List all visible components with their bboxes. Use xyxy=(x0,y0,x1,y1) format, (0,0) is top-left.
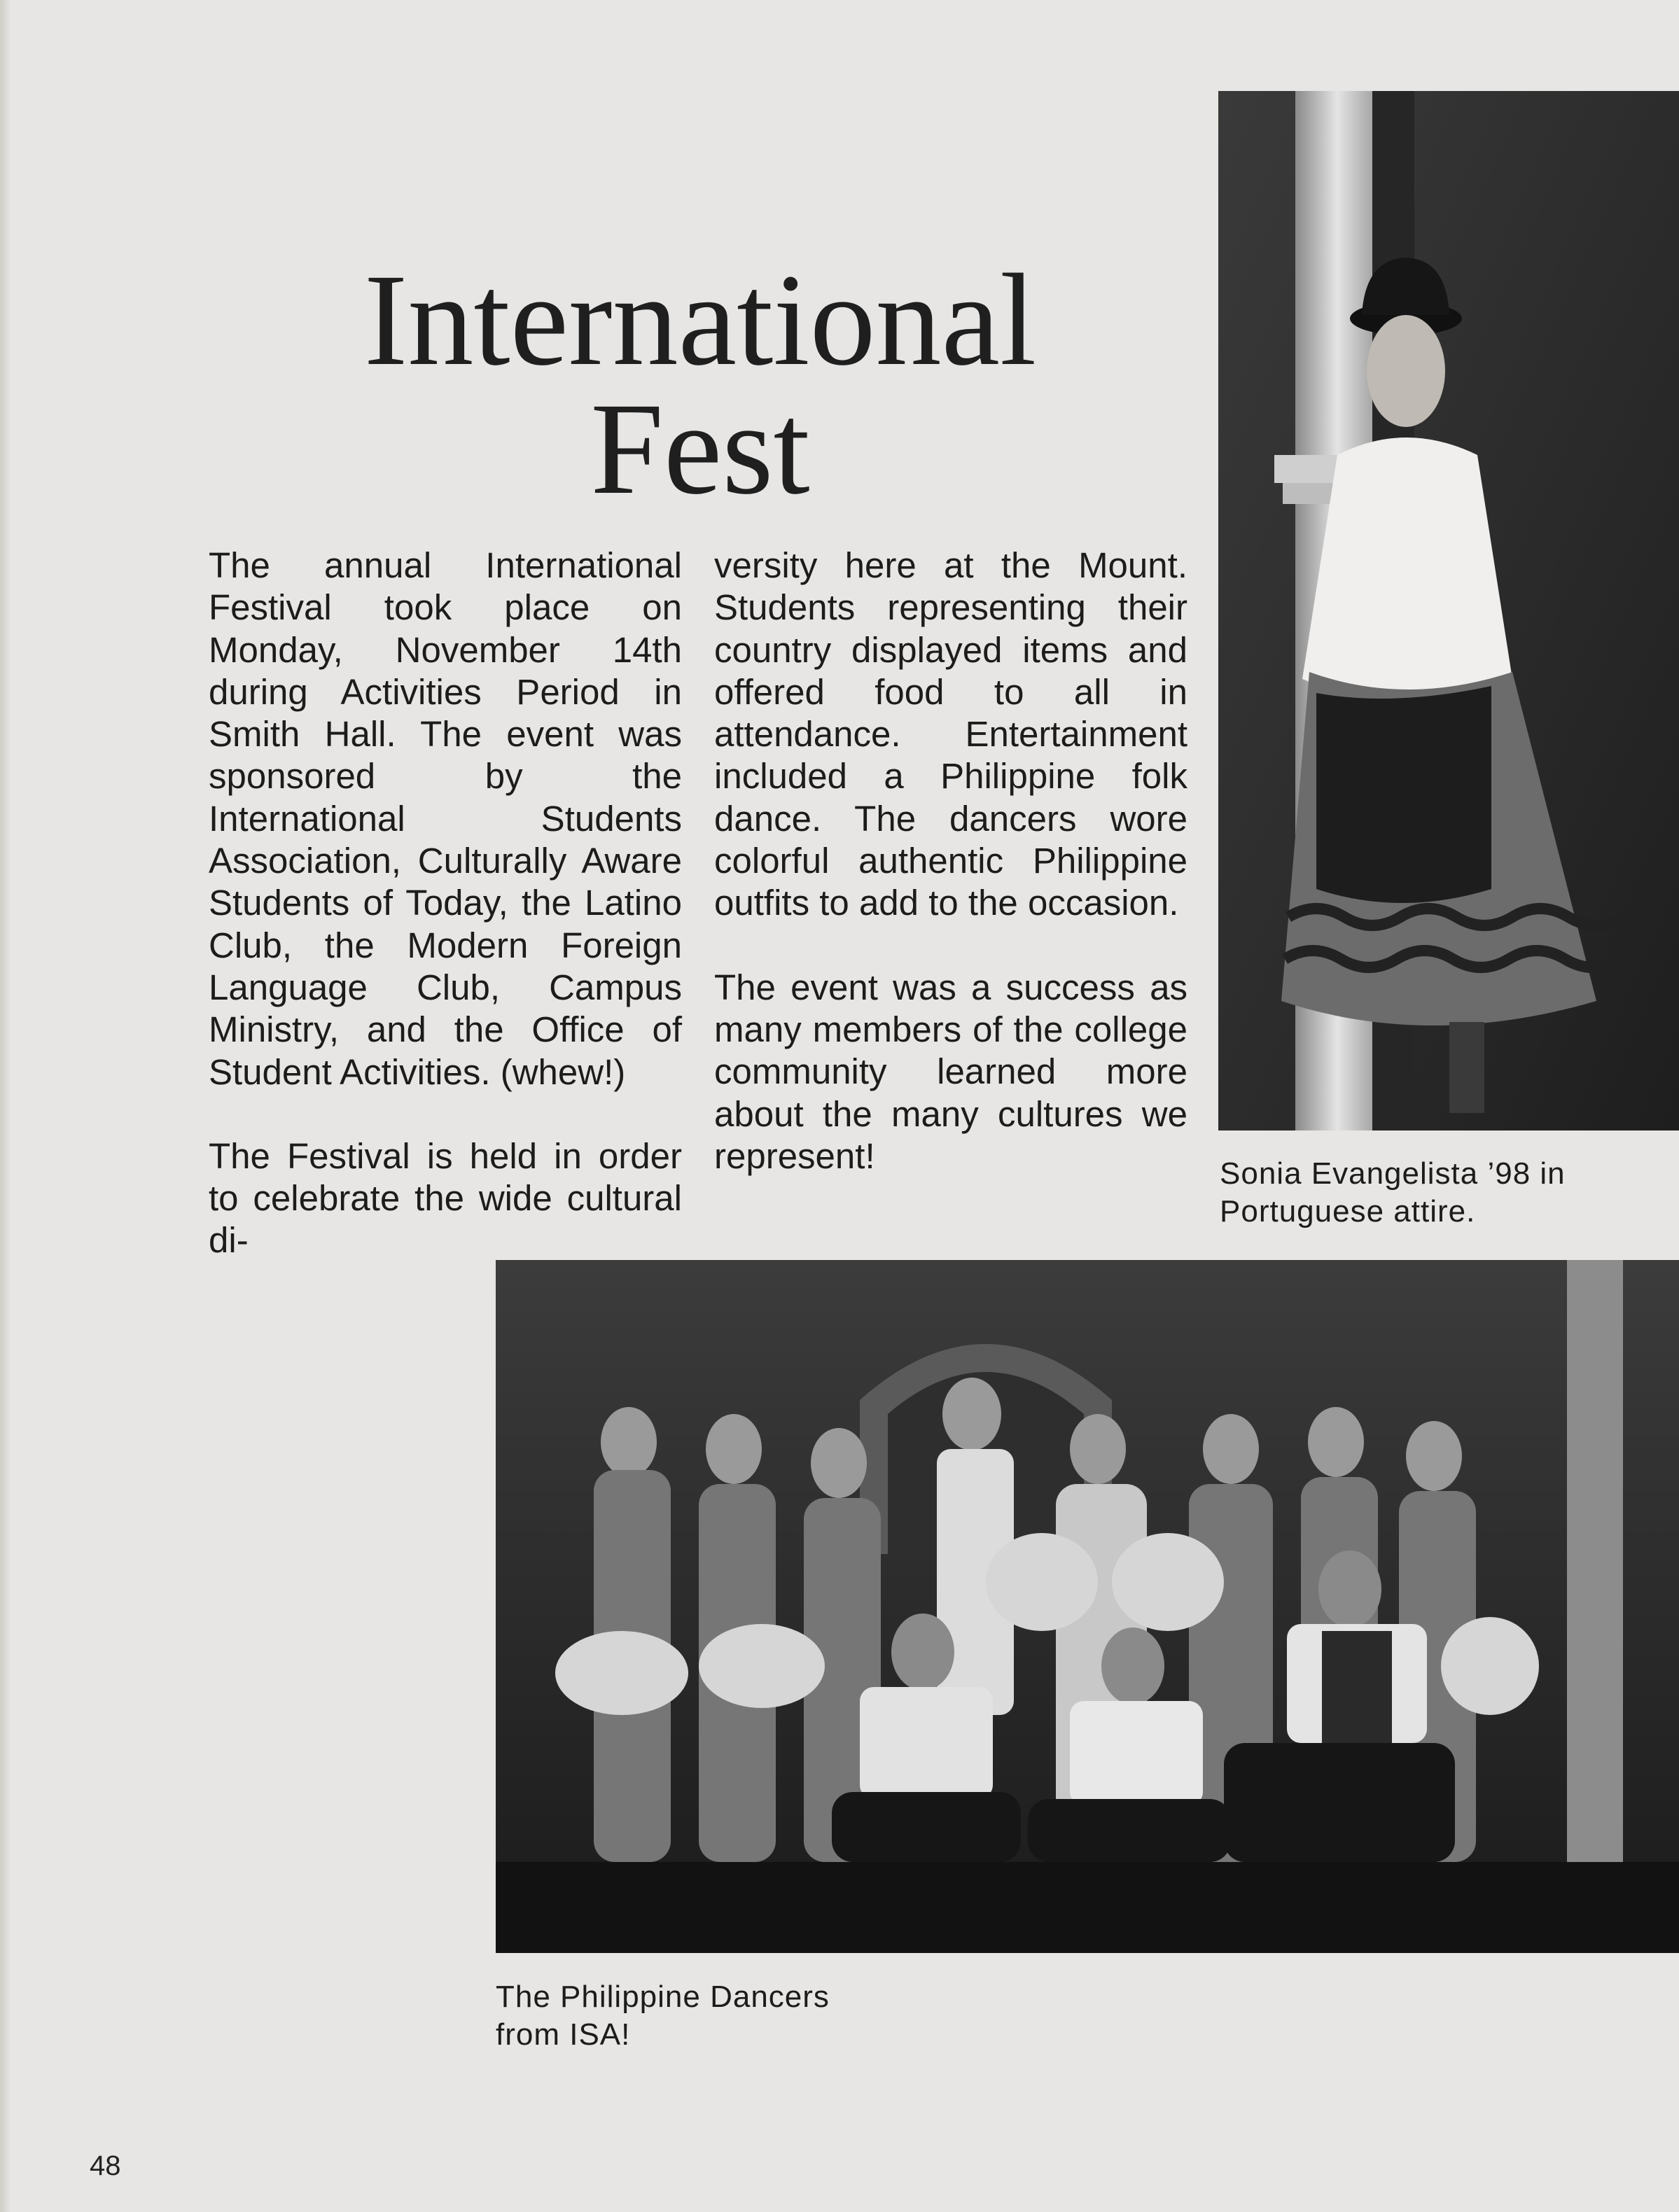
column-1-paragraph-1: The annual International Festival took place on Monday, November 14th during Activities Period in Smith Hall. The event was sponsored by the International Students Association, Culturally Aware Students of Today, the Latino Club, the Modern Foreign Language Club, Campus Ministry, and the Office of Student Activities. (whew!) xyxy=(209,545,682,1092)
group-caption-line-1: The Philippine Dancers xyxy=(496,1980,830,2014)
group-photo-image xyxy=(496,1260,1679,1953)
portrait-photo-caption xyxy=(1220,1155,1612,1231)
group-photo-caption xyxy=(496,1978,916,2054)
title-line-1: International xyxy=(363,246,1037,393)
column-2-paragraph-2: The event was a success as many members of the college community learned more about the many cultures we represent! xyxy=(714,967,1187,1176)
portrait-photo-image xyxy=(1218,91,1679,1130)
page-number: 48 xyxy=(90,2150,121,2181)
column-1-paragraph-2: The Festival is held in order to celebrate the wide cultural di- xyxy=(209,1135,682,1261)
portrait-caption-line-1: Sonia Evangelista ’98 in xyxy=(1220,1156,1566,1191)
title-line-2: Fest xyxy=(590,375,810,522)
column-2-paragraph-1: versity here at the Mount. Students representing their country displayed items and offered food to all in attendance. Entertainment included a Philippine folk dance. The dancers wore colorful authentic Philippine outfits to add to the occasion. xyxy=(714,545,1187,923)
portrait-caption-line-2: Portuguese attire. xyxy=(1220,1194,1476,1228)
page-title xyxy=(308,246,1092,522)
page-edge xyxy=(0,0,11,2212)
article-column-1 xyxy=(209,545,682,1262)
portrait-photo xyxy=(1218,91,1679,1130)
group-photo xyxy=(496,1260,1679,1953)
article-column-2 xyxy=(714,545,1187,1177)
group-caption-line-2: from ISA! xyxy=(496,2017,631,2052)
